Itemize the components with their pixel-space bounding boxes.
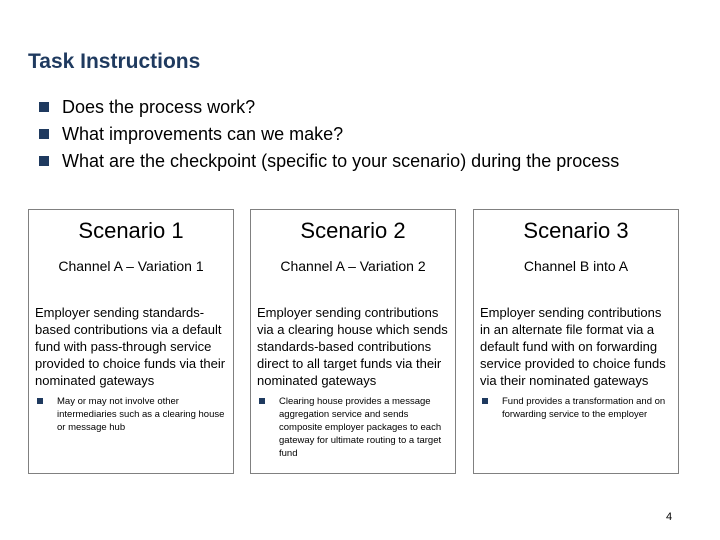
scenario-description: Employer sending contributions via a clearing house which sends standards-based contributions direct to all target funds via their nominated gateways — [257, 305, 448, 388]
scenario-1-box — [28, 209, 234, 474]
scenario-note-text: Clearing house provides a message aggregation service and sends composite employer packages to each gateway for ultimate routing to a target fund — [279, 396, 442, 459]
scenario-note — [257, 395, 449, 460]
square-bullet-icon — [37, 398, 43, 404]
page-number: 4 — [666, 511, 673, 523]
square-bullet-icon — [482, 398, 488, 404]
square-bullet-icon — [39, 102, 49, 112]
bullet-item — [36, 96, 676, 118]
scenario-2-box — [250, 209, 456, 474]
scenario-subtitle: Channel A – Variation 1 — [58, 258, 204, 274]
bullet-item — [36, 150, 676, 172]
slide-title: Task Instructions — [28, 50, 201, 73]
scenario-description: Employer sending standards-based contributions via a default fund with pass-through service provided to choice funds via their nominated gateways — [35, 305, 226, 388]
scenario-note-text: Fund provides a transformation and on forwarding service to the employer — [502, 396, 666, 420]
square-bullet-icon — [39, 129, 49, 139]
scenario-title: Scenario 1 — [78, 218, 184, 243]
scenario-note — [35, 395, 227, 434]
scenario-subtitle: Channel B into A — [523, 258, 629, 274]
scenario-description: Employer sending contributions in an alternate file format via a default fund with on forwarding service provided to choice funds via their nominated gateways — [480, 305, 666, 388]
bullet-item — [36, 123, 676, 145]
scenario-title: Scenario 2 — [300, 218, 406, 243]
square-bullet-icon — [39, 156, 49, 166]
scenario-title: Scenario 3 — [523, 218, 629, 243]
scenario-note-text: May or may not involve other intermediaries such as a clearing house or message hub — [57, 396, 225, 433]
task-bullet-list — [36, 96, 676, 177]
bullet-text: What improvements can we make? — [62, 124, 344, 144]
bullet-text: What are the checkpoint (specific to your scenario) during the process — [62, 151, 620, 171]
scenario-note — [480, 395, 672, 421]
scenario-3-box — [473, 209, 679, 474]
bullet-text: Does the process work? — [62, 97, 256, 117]
square-bullet-icon — [259, 398, 265, 404]
scenario-subtitle: Channel A – Variation 2 — [280, 258, 426, 274]
